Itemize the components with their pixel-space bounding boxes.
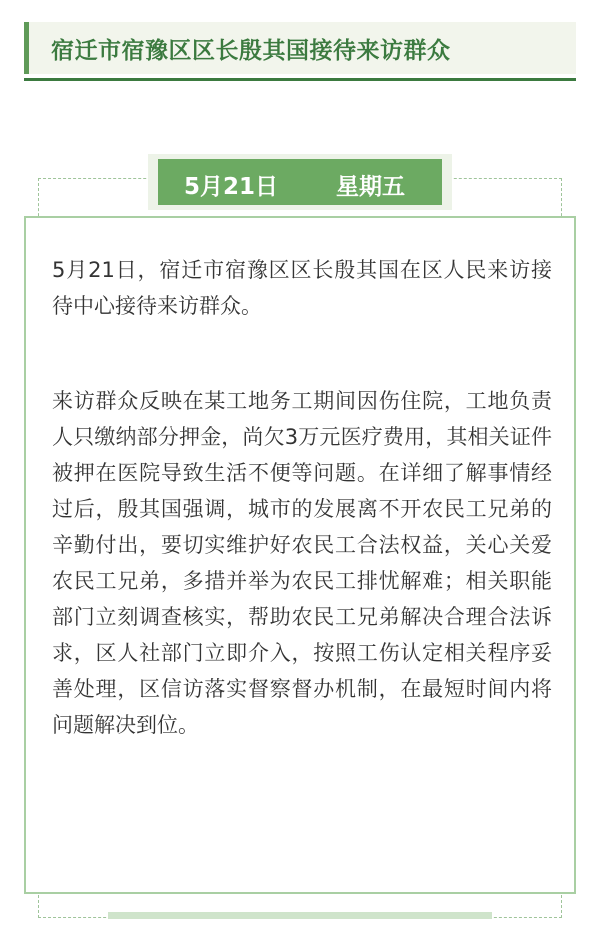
date-label: 5月21日 — [184, 174, 279, 200]
page-title: 宿迁市宿豫区区长殷其国接待来访群众 — [51, 38, 451, 64]
paragraph-1: 5月21日，宿迁市宿豫区区长殷其国在区人民来访接待中心接待来访群众。 — [52, 258, 552, 318]
article-content-box — [24, 216, 576, 894]
title-underline — [24, 78, 576, 81]
date-banner — [148, 154, 452, 210]
weekday-label: 星期五 — [336, 174, 405, 200]
date-pill — [158, 159, 442, 205]
title-bar — [24, 22, 576, 74]
bottom-decoration-bar — [108, 912, 492, 919]
paragraph-2: 来访群众反映在某工地务工期间因伤住院，工地负责人只缴纳部分押金，尚欠3万元医疗费用，其相关证件被押在医院导致生活不便等问题。在详细了解事情经过后，殷其国强调，城市的发展离不开农民工兄弟的辛勤付出，要切实维护好农民工合法权益，关心关爱农民工兄弟，多措并举为农民工排忧解难；相关职能部门立刻调查核实，帮助农民工兄弟解决合理合法诉求，区人社部门立即介入，按照工伤认定相关程序妥善处理，区信访落实督察督办机制，在最短时间内将问题解决到位。 — [52, 389, 552, 737]
